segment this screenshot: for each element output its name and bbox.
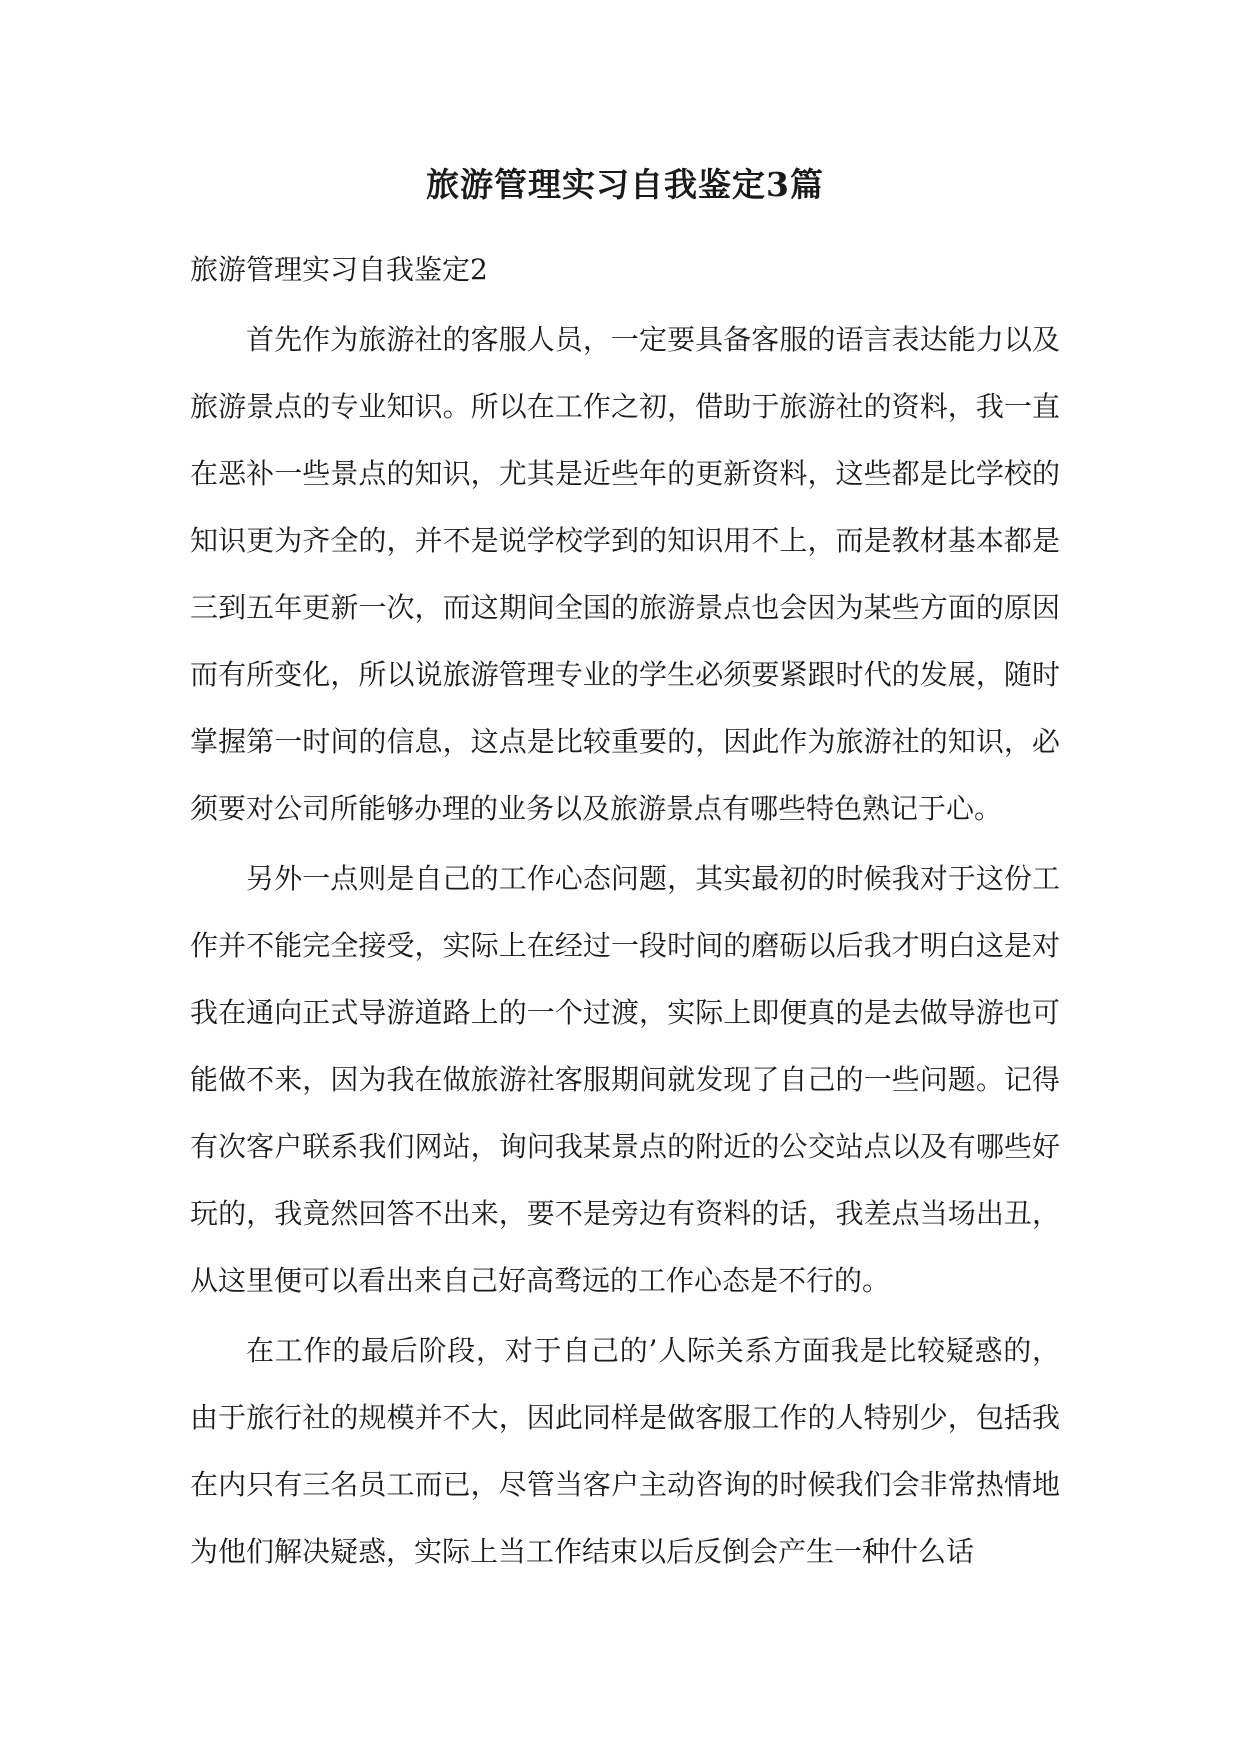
document-title: 旅游管理实习自我鉴定3篇 xyxy=(426,165,824,204)
body-paragraph: 首先作为旅游社的客服人员，一定要具备客服的语言表达能力以及旅游景点的专业知识。所以在工作之初，借助于旅游社的资料，我一直在恶补一些景点的知识，尤其是近些年的更新资料，这些都是比学校的知识更为齐全的，并不是说学校学到的知识用不上，而是教材基本都是三到五年更新一次，而这期间全国的旅游景点也会因为某些方面的原因而有所变化，所以说旅游管理专业的学生必须要紧跟时代的发展，随时掌握第一时间的信息，这点是比较重要的，因此作为旅游社的知识，必须要对公司所能够办理的业务以及旅游景点有哪些特色熟记于心。 xyxy=(190,323,1060,825)
document-page xyxy=(190,150,1060,1588)
section-subtitle: 旅游管理实习自我鉴定2 xyxy=(190,253,488,286)
body-paragraph: 另外一点则是自己的工作心态问题，其实最初的时候我对于这份工作并不能完全接受，实际上在经过一段时间的磨砺以后我才明白这是对我在通向正式导游道路上的一个过渡，实际上即便真的是去做导游也可能做不来，因为我在做旅游社客服期间就发现了自己的一些问题。记得有次客户联系我们网站，询问我某景点的附近的公交站点以及有哪些好玩的，我竟然回答不出来，要不是旁边有资料的话，我差点当场出丑，从这里便可以看出来自己好高骛远的工作心态是不行的。 xyxy=(190,862,1060,1297)
body-paragraph: 在工作的最后阶段，对于自己的’人际关系方面我是比较疑惑的，由于旅行社的规模并不大，因此同样是做客服工作的人特别少，包括我在内只有三名员工而已，尽管当客户主动咨询的时候我们会非常热情地为他们解决疑惑，实际上当工作结束以后反倒会产生一种什么话 xyxy=(190,1334,1060,1568)
